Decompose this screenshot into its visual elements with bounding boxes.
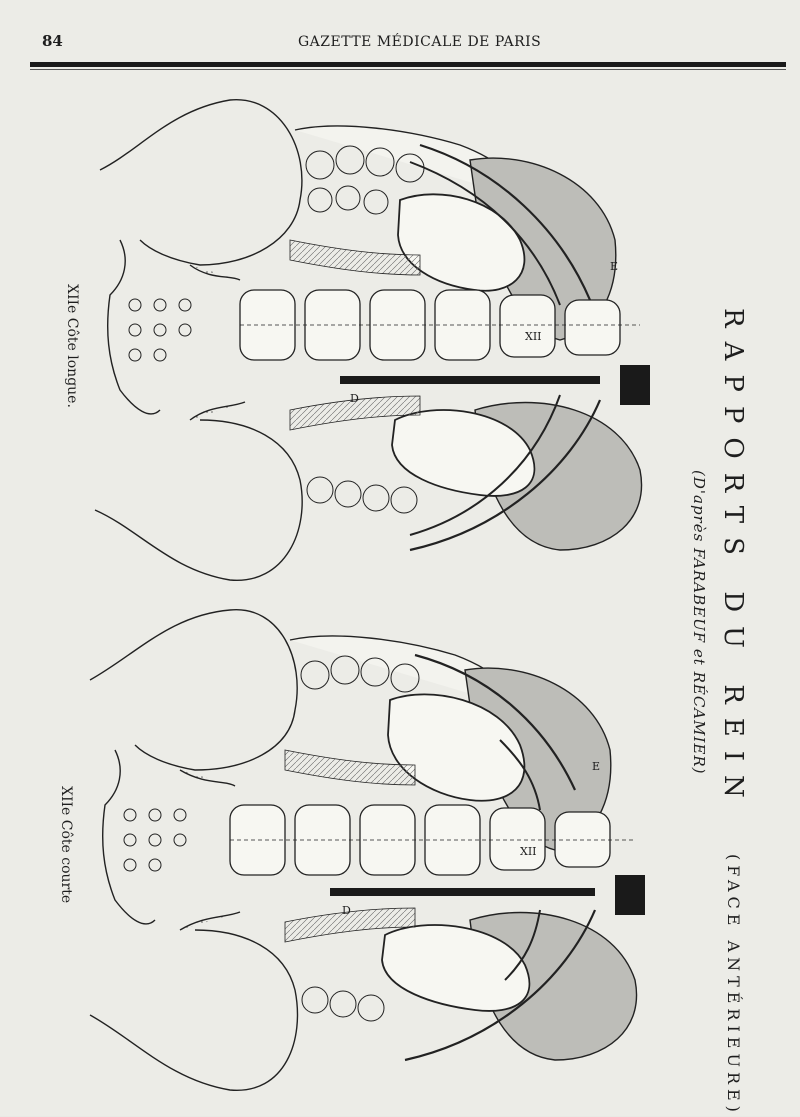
figure-caption-top: XIIe Côte longue. (64, 284, 80, 408)
plate-credit: (D'après FARABEUF et RÉCAMIER) (690, 470, 708, 775)
page-number: 84 (42, 32, 63, 50)
label-d-bottom: D (342, 904, 351, 917)
plate-title (718, 308, 748, 1117)
figure-caption-bottom: XIIe Côte courte (58, 786, 74, 904)
label-rib-bottom: XII (520, 845, 537, 858)
plate-drawing (80, 90, 680, 1100)
running-head: GAZETTE MÉDICALE DE PARIS (298, 34, 542, 50)
anatomical-plate (80, 90, 680, 1100)
label-e-bottom: E (592, 760, 601, 773)
label-d-top: D (350, 392, 359, 405)
plate-title-main: RAPPORTS DU REIN (718, 308, 748, 812)
figure-top-drawing (95, 100, 650, 581)
header-rule (30, 62, 786, 67)
label-rib-top: XII (525, 330, 542, 343)
plate-subtitle: (FACE ANTÉRIEURE) (724, 854, 743, 1117)
header-rule-thin (30, 69, 786, 70)
page-header (28, 28, 788, 52)
figure-bottom-drawing (90, 610, 645, 1091)
label-e-top: E (610, 260, 619, 273)
